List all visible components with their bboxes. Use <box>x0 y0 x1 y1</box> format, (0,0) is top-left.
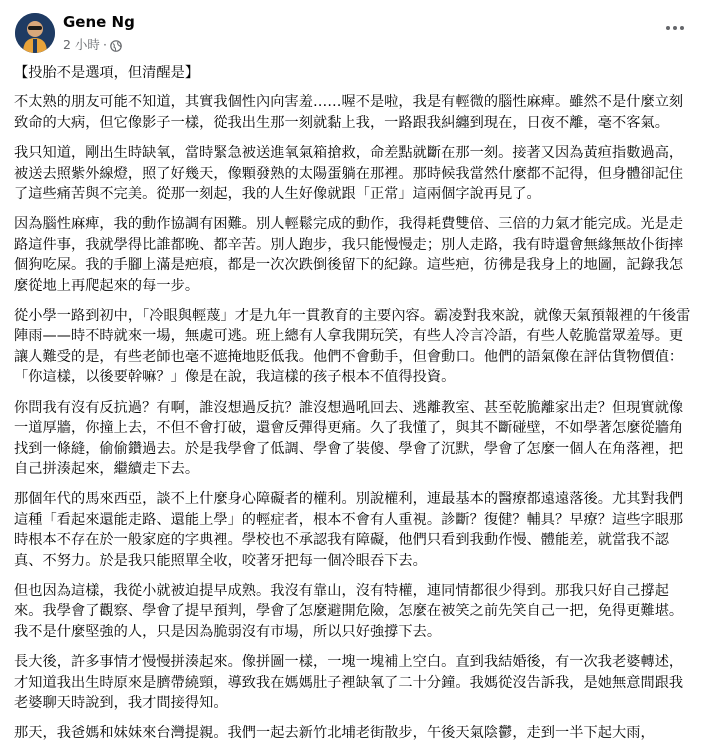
post-paragraph: 那天，我爸媽和妹妹來台灣提親。我們一起去新竹北埔老街散步，午後天氣陰鬱，走到一半下起大雨， <box>14 725 655 742</box>
post-paragraph: 因為腦性麻痺，我的動作協調有困難。別人輕鬆完成的動作，我得耗費雙倍、三倍的力氣才能完成。光是走路這件事，我就學得比誰都晚、都辛苦。別人跑步，我只能慢慢走；別人走路，我有時還會無緣無故仆街摔個狗吃屎。我的手腳上滿是疤痕，都是一次次跌倒後留下的紀錄。這些疤，彷彿是我身上的地圖，記錄我怎麼從地上再爬起來的每一步。 <box>14 216 684 294</box>
post-paragraph: 我只知道，剛出生時缺氧，當時緊急被送進氧氣箱搶救，命差點就斷在那一刻。接著又因為黃疸指數過高，被送去照紫外線燈，照了好幾天，像顆發熟的太陽蛋躺在那裡。那時候我當然什麼都不記得，但身體卻記住了這些痛苦與不完美。從那一刻起，我的人生好像就跟「正常」這兩個字說再見了。 <box>14 145 684 203</box>
post-paragraph: 不太熟的朋友可能不知道，其實我個性內向害羞……喔不是啦，我是有輕微的腦性麻痺。雖然不是什麼立刻致命的大病，但它像影子一樣，從我出生那一刻就黏上我，一路跟我糾纏到現在，日夜不離，毫不客氣。 <box>14 94 684 131</box>
author-name[interactable]: Gene Ng <box>63 13 135 31</box>
meta-separator: · <box>102 37 107 52</box>
post-paragraph: 那個年代的馬來西亞，談不上什麼身心障礙者的權利。別說權利，連最基本的醫療都遠遠落後。尤其對我們這種「看起來還能走路、還能上學」的輕症者，根本不會有人重視。診斷？復健？輔具？早療？這些字眼那時根本不存在於一般家庭的字典裡。學校也不承認我有障礙，他們只看到我動作慢、體能差，就當我不認真、不努力。於是我只能照單全收，咬著牙把每一個冷眼吞下去。 <box>14 491 684 569</box>
post-header <box>0 0 701 62</box>
more-icon[interactable] <box>659 12 691 44</box>
post-body <box>14 63 694 754</box>
post-paragraph: 你問我有沒有反抗過？有啊，誰沒想過反抗？誰沒想過吼回去、逃離教室、甚至乾脆離家出走？但現實就像一道厚牆，你撞上去，不但不會打破，還會反彈得更痛。久了我懂了，與其不斷碰壁，不如學著怎麼從牆角找到一條縫，偷偷鑽過去。於是我學會了低調、學會了裝傻、學會了沉默，學會了怎麼一個人在角落裡，把自己拼湊起來，繼續走下去。 <box>14 399 684 477</box>
globe-icon <box>110 39 122 51</box>
post-time[interactable]: 2 小時 <box>63 37 100 52</box>
post-paragraph: 長大後，許多事情才慢慢拼湊起來。像拼圖一樣，一塊一塊補上空白。直到我結婚後，有一次我老婆轉述，才知道我出生時原來是臍帶繞頸，導致我在媽媽肚子裡缺氧了二十分鐘。我媽從沒告訴我，是她無意間跟我老婆聊天時說到，我才間接得知。 <box>14 654 684 711</box>
post-paragraph: 從小學一路到初中，「冷眼與輕蔑」才是九年一貫教育的主要內容。霸凌對我來說，就像天氣預報裡的午後雷陣雨——時不時就來一場，無處可逃。班上總有人拿我開玩笑，有些人冷言冷語，有些人乾脆當眾羞辱。更讓人難受的是，有些老師也毫不遮掩地貶低我。他們不會動手，但會動口。他們的語氣像在評估貨物價值：「你這樣，以後要幹嘛？」像是在說，我這樣的孩子根本不值得投資。 <box>14 308 691 386</box>
post-paragraph: 但也因為這樣，我從小就被迫提早成熟。我沒有靠山，沒有特權，連同情都很少得到。那我只好自己撐起來。我學會了觀察、學會了提早預判，學會了怎麼避開危險，怎麼在被笑之前先笑自己一把，免得更難堪。我不是什麼堅強的人，只是因為脆弱沒有市場，所以只好強撐下去。 <box>14 582 684 640</box>
post-meta <box>63 36 122 53</box>
post-title: 【投胎不是選項，但清醒是】 <box>14 65 200 81</box>
avatar[interactable] <box>15 13 55 53</box>
